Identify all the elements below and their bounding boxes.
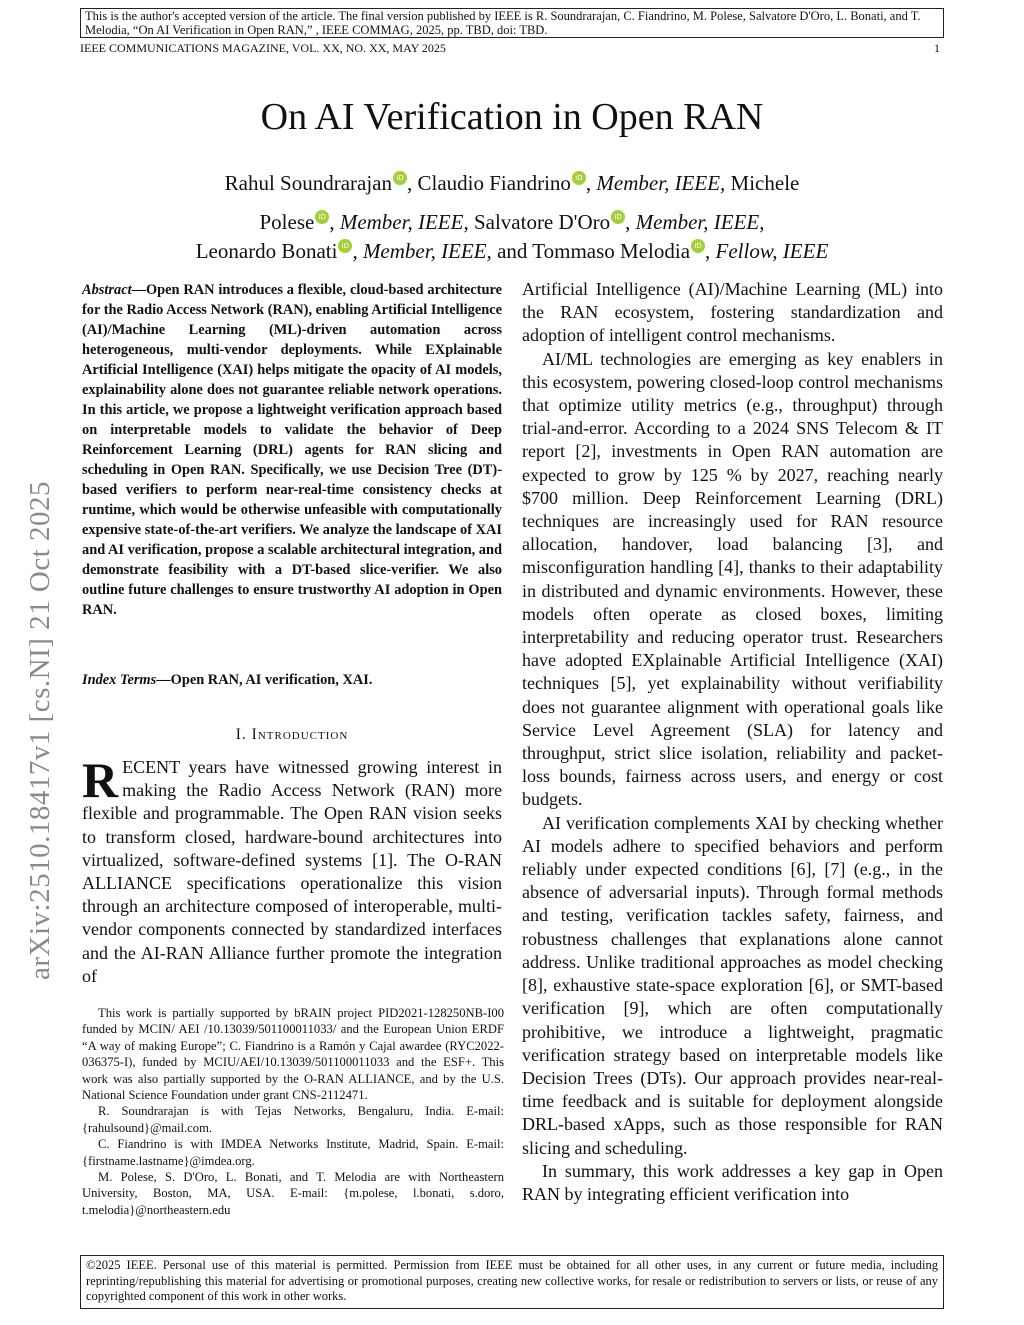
orcid-icon[interactable]: iD [338,239,352,253]
and-word: and [497,239,528,263]
abstract [82,280,502,620]
author-line-3: Leonardo Bonati iD , Member, IEEE, and Tommaso Melodia iD , Fellow, IEEE [195,239,829,263]
author-name: Michele [730,171,800,195]
drop-cap: R [82,752,119,808]
author-line-1: Rahul Soundrarajan iD , Claudio Fiandrino iD , Member, IEEE, Michele [224,171,800,195]
page-number: 1 [934,41,940,55]
orcid-icon[interactable]: iD [572,171,586,185]
body-paragraph: Artificial Intelligence (AI)/Machine Learning (ML) into the RAN ecosystem, fostering standardization and adoption of intelligent control mechanisms. [522,279,943,346]
footnotes [82,1005,504,1218]
author-name: Salvatore D'Oro [473,210,611,234]
orcid-icon[interactable]: iD [691,239,705,253]
footnote-funding: This work is partially supported by bRAIN project PID2021-128250NB-I00 funded by MCIN/ AEI /10.13039/501100011033/ and the European Union ERDF “A way of making Europe”; C. Fiandrino is a Ramón y Cajal awardee (RYC2022-036375-I), funded by MCIU/AEI/10.13039/501100011033 and the ESF+. This work was also partially supported by the O-RAN ALLIANCE, and by the U.S. National Science Foundation under grant CNS-2112471. [82,1006,504,1103]
footnote-affiliation: R. Soundrarajan is with Tejas Networks, Bengaluru, India. E-mail: {rahulsound}@mail.com. [82,1104,504,1135]
running-header [80,41,944,55]
arxiv-stamp: arXiv:2510.18417v1 [cs.NI] 21 Oct 2025 [24,480,56,980]
abstract-label: Abstract [82,282,132,298]
author-line-2: Polese iD , Member, IEEE, Salvatore D'Oro iD , Member, IEEE, [259,210,765,234]
author-name: Tommaso Melodia [532,239,691,263]
index-terms [82,670,502,690]
intro-text: ECENT years have witnessed growing interest in making the Radio Access Network (RAN) more flexible and programmable. The Open RAN vision seeks to transform closed, hardware-bound architectures into virtualized, software-defined systems [1]. The O-RAN ALLIANCE specifications operationalize this vision through an architecture composed of interoperable, multi-vendor components connected by standardized interfaces and the AI-RAN Alliance further promote the integration of [82,757,502,986]
section-title: Introduction [251,726,349,743]
orcid-icon[interactable]: iD [393,171,407,185]
author-role: Member, IEEE, [635,210,765,234]
footnote-affiliation: M. Polese, S. D'Oro, L. Bonati, and T. Melodia are with Northeastern University, Boston, MA, USA. E-mail: {m.polese, l.bonati, s.doro, t.melodia}@northeastern.edu [82,1170,504,1217]
index-terms-label: Index Terms [82,672,157,688]
journal-name: IEEE COMMUNICATIONS MAGAZINE, VOL. XX, NO. XX, MAY 2025 [80,41,446,55]
author-role: Member, IEEE, [596,171,726,195]
right-column [522,278,943,1206]
author-name: Claudio Fiandrino [417,171,571,195]
author-name: Leonardo Bonati [195,239,338,263]
copyright-text: ©2025 IEEE. Personal use of this material is permitted. Permission from IEEE must be obtained for all other uses, in any current or future media, including reprinting/republishing this material for advertising or promotional purposes, creating new collective works, for resale or redistribution to servers or lists, or reuse of any copyrighted component of this work in other works. [86,1258,938,1303]
author-role: Member, IEEE, [339,210,469,234]
author-name: Rahul Soundrarajan [224,171,392,195]
author-name: Polese [259,210,315,234]
copyright-notice [80,1255,944,1309]
author-role: Member, IEEE, [362,239,492,263]
section-heading [82,726,502,744]
orcid-icon[interactable]: iD [315,210,329,224]
intro-paragraph [82,752,502,988]
body-paragraph: AI verification complements XAI by checking whether AI models adhere to specified behaviors and perform reliably under expected conditions [6], [7] (e.g., in the absence of adversarial inputs). Through formal methods and testing, verification tackles safety, fairness, and robustness challenges that explanations alone cannot address. Unlike traditional approaches as model checking [8], exhaustive state-space exploration [6], or SMT-based verification [9], which are often computationally prohibitive, we introduce a lightweight, pragmatic verification strategy based on interpretable models like Decision Trees (DTs). Our approach provides near-real-time feedback and is suitable for deployment alongside DRL-based xApps, such as those responsible for RAN slicing and scheduling. [522,812,943,1158]
publication-notice [80,8,944,38]
section-number: I. [235,726,247,743]
footnote-affiliation: C. Fiandrino is with IMDEA Networks Institute, Madrid, Spain. E-mail: {firstname.lastname}@imdea.org. [82,1137,504,1168]
body-paragraph: In summary, this work addresses a key gap in Open RAN by integrating efficient verification into [522,1160,943,1204]
orcid-icon[interactable]: iD [611,210,625,224]
index-terms-text: —Open RAN, AI verification, XAI. [156,672,373,688]
paper-title: On AI Verification in Open RAN [260,96,764,138]
body-paragraph: AI/ML technologies are emerging as key enablers in this ecosystem, powering closed-loop control mechanisms that optimize utility metrics (e.g., throughput) through trial-and-error. According to a 2024 SNS Telecom & IT report [2], investments in Open RAN automation are expected to grow by 125 % by 2027, reaching nearly $700 million. Deep Reinforcement Learning (DRL) techniques are increasingly used for RAN resource allocation, handover, load balancing [3], and misconfiguration handling [4], thanks to their adaptability in distributed and dynamic environments. However, these models often operate as closed boxes, limiting interpretability and reducing operator trust. Researchers have adopted EXplainable Artificial Intelligence (XAI) techniques [5], yet explainability without verifiability does not guarantee alignment with operational goals like Service Level Agreement (SLA) for latency and throughput, strict slice isolation, reliability and packet-loss bounds, fairness across users, and energy or cost budgets. [522,348,943,810]
publication-notice-text: This is the author's accepted version of the article. The final version published by IEEE is R. Soundrarajan, C. Fiandrino, M. Polese, Salvatore D'Oro, L. Bonati, and T. Melodia, “On AI Verification in Open RAN,” , IEEE COMMAG, 2025, pp. TBD, doi: TBD. [85,9,921,37]
author-role: Fellow, IEEE [715,239,829,263]
abstract-text: —Open RAN introduces a flexible, cloud-based architecture for the Radio Access Network (RAN), enabling Artificial Intelligence (AI)/Machine Learning (ML)-driven automation across heterogeneous, multi-vendor deployments. While EXplainable Artificial Intelligence (XAI) helps mitigate the opacity of AI models, explainability alone does not guarantee reliable network operations. In this article, we propose a lightweight verification approach based on interpretable models to validate the behavior of Deep Reinforcement Learning (DRL) agents for RAN slicing and scheduling in Open RAN. Specifically, we use Decision Tree (DT)-based verifiers to perform near-real-time consistency checks at runtime, which would be otherwise unfeasible with computationally expensive state-of-the-art verifiers. We analyze the landscape of XAI and AI verification, propose a scalable architectural integration, and demonstrate feasibility with a DT-based slice-verifier. We also outline future challenges to ensure trustworthy AI adoption in Open RAN. [82,282,502,618]
